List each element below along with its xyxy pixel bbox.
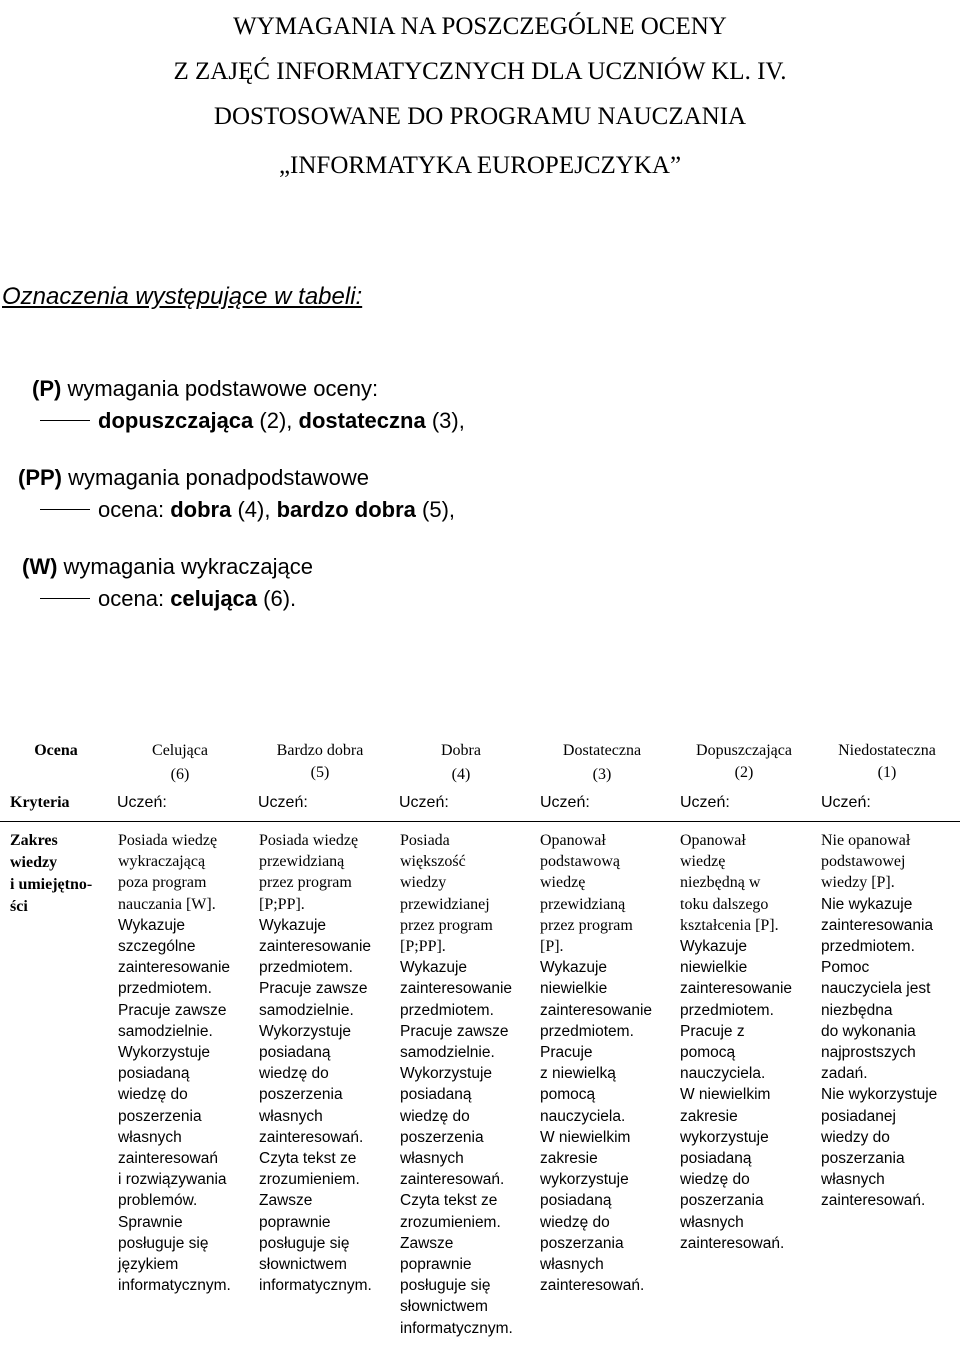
cell-line: zrozumieniem.: [400, 1213, 501, 1231]
cell-line: najprostszych: [821, 1044, 916, 1062]
cell-line: poprawnie: [400, 1256, 472, 1274]
grade-num: (4): [451, 766, 471, 783]
cell-line: poprawnie: [259, 1213, 331, 1231]
cell-line: zainteresowanie: [680, 980, 793, 998]
cell-line: poszerzenia: [259, 1086, 343, 1104]
cell-line: zainteresowanie: [118, 959, 231, 977]
cell-line: własnych: [680, 1213, 744, 1231]
legend-w-grade-a: celująca: [170, 586, 258, 611]
cell-line: informatycznym.: [400, 1319, 513, 1337]
cell-line: Wykorzystuje: [259, 1022, 352, 1040]
cell-line: Nie wykazuje: [821, 895, 913, 913]
cell-line: Sprawnie: [118, 1213, 183, 1231]
cell-line: W niewielkim: [540, 1128, 631, 1146]
ocena-header: Ocena: [34, 742, 78, 759]
title-line-3: DOSTOSOWANE DO PROGRAMU NAUCZANIA: [213, 103, 747, 130]
cell-line: Nie wykorzystuje: [821, 1086, 938, 1104]
cell-line: zainteresowania: [821, 916, 934, 934]
grade-header-4: [391, 740, 531, 786]
column-grade-3: [540, 830, 674, 1296]
table-divider: [0, 821, 960, 822]
cell-line: Wykorzystuje: [400, 1065, 493, 1083]
cell-line: nauczania [W].: [118, 895, 216, 913]
cell-line: zakresie: [540, 1150, 598, 1168]
grade-num: (1): [877, 764, 897, 781]
cell-line: podstawowej: [821, 853, 906, 871]
cell-line: poszerzania: [821, 1150, 905, 1168]
cell-line: Wykazuje: [259, 916, 327, 934]
grade-num: (5): [310, 764, 330, 781]
cell-line: posługuje się: [118, 1234, 209, 1252]
cell-line: poszerzenia: [400, 1128, 484, 1146]
cell-line: przewidzianą: [540, 895, 626, 913]
cell-line: nauczyciela.: [540, 1107, 626, 1125]
column-grade-6: [118, 830, 252, 1296]
cell-line: zrozumieniem.: [259, 1171, 360, 1189]
cell-line: poszerzenia: [118, 1107, 202, 1125]
cell-line: nauczyciela jest: [821, 980, 931, 998]
cell-line: wiedzę do: [400, 1107, 470, 1125]
uczen-label: Uczeń:: [399, 794, 449, 811]
cell-line: Posiada: [400, 832, 450, 849]
cell-line: Zawsze: [259, 1192, 313, 1210]
zakres-line: wiedzy: [10, 854, 58, 871]
cell-line: zainteresowań.: [680, 1234, 785, 1252]
cell-line: własnych: [400, 1150, 464, 1168]
zakres-line: Zakres: [10, 832, 58, 849]
cell-line: wiedzę do: [540, 1213, 610, 1231]
uczen-label: Uczeń:: [821, 794, 871, 811]
zakres-label: [10, 830, 100, 918]
uczen-label: Uczeń:: [540, 794, 590, 811]
cell-line: do wykonania: [821, 1022, 916, 1040]
cell-line: niezbędna: [821, 1001, 893, 1019]
cell-line: wykraczającą: [118, 853, 206, 871]
column-grade-1: [821, 830, 955, 1212]
cell-line: wiedzy do: [821, 1128, 890, 1146]
cell-line: przedmiotem.: [540, 1022, 634, 1040]
cell-line: samodzielnie.: [259, 1001, 354, 1019]
legend-w-code: (W): [22, 554, 58, 579]
legend-pp-grade-b: bardzo dobra: [276, 497, 416, 522]
cell-line: poszerzania: [680, 1192, 764, 1210]
cell-line: nauczyciela.: [680, 1065, 766, 1083]
legend-w-prefix: ocena:: [98, 586, 165, 611]
cell-line: zakresie: [680, 1107, 738, 1125]
cell-line: Pracuje z: [680, 1022, 745, 1040]
legend-w: [22, 551, 313, 615]
cell-line: własnych: [821, 1171, 885, 1189]
cell-line: przedmiotem.: [259, 959, 353, 977]
grade-num: (3): [592, 766, 612, 783]
uczen-label: Uczeń:: [680, 794, 730, 811]
cell-line: z niewielką: [540, 1065, 616, 1083]
legend-p: [32, 373, 465, 437]
cell-line: Pracuje zawsze: [400, 1022, 509, 1040]
cell-line: podstawową: [540, 853, 620, 871]
cell-line: Nie opanował: [821, 832, 911, 849]
kryteria-label: Kryteria: [10, 794, 70, 811]
cell-line: przedmiotem.: [680, 1001, 774, 1019]
cell-line: samodzielnie.: [118, 1022, 213, 1040]
cell-line: samodzielnie.: [400, 1044, 495, 1062]
cell-line: własnych: [540, 1256, 604, 1274]
cell-line: Pomoc: [821, 959, 870, 977]
cell-line: kształcenia [P].: [680, 916, 779, 934]
legend-p-desc: wymagania podstawowe oceny:: [67, 376, 379, 401]
cell-line: przedmiotem.: [821, 938, 915, 956]
cell-line: posiadaną: [118, 1065, 190, 1083]
column-grade-5: [259, 830, 393, 1296]
cell-line: posiadaną: [540, 1192, 612, 1210]
grade-num: (6): [170, 766, 190, 783]
cell-line: własnych: [259, 1107, 323, 1125]
legend-w-grade-a-num: (6).: [263, 586, 297, 611]
cell-line: zainteresowań.: [259, 1128, 364, 1146]
cell-line: zainteresowanie: [540, 1001, 653, 1019]
column-grade-4: [400, 830, 534, 1339]
grade-name: Dopuszczająca: [696, 742, 792, 759]
legend-pp-code: (PP): [18, 465, 62, 490]
cell-line: i rozwiązywania: [118, 1171, 227, 1189]
cell-line: posługuje się: [400, 1277, 491, 1295]
document-title: [0, 4, 960, 188]
cell-line: językiem: [118, 1256, 179, 1274]
cell-line: [P].: [540, 938, 564, 956]
legend-pp: [18, 462, 455, 526]
cell-line: Opanował: [540, 832, 606, 849]
title-line-4: „INFORMATYKA EUROPEJCZYKA”: [278, 152, 682, 179]
cell-line: posiadaną: [680, 1150, 752, 1168]
cell-line: przez program: [400, 916, 493, 934]
legend-pp-prefix: ocena:: [98, 497, 165, 522]
cell-line: posługuje się: [259, 1234, 350, 1252]
legend-p-grade-a: dopuszczająca: [98, 408, 254, 433]
cell-line: wiedzę do: [680, 1171, 750, 1189]
cell-line: zainteresowań: [118, 1150, 218, 1168]
cell-line: posiadaną: [259, 1044, 331, 1062]
cell-line: Czyta tekst ze: [259, 1150, 357, 1168]
zakres-line: ści: [10, 898, 28, 915]
cell-line: przewidzianą: [259, 853, 345, 871]
cell-line: wiedzę: [680, 853, 726, 871]
cell-line: zadań.: [821, 1065, 868, 1083]
cell-line: Wykazuje: [680, 938, 748, 956]
grade-header-1: [817, 740, 957, 784]
cell-line: poza program: [118, 874, 207, 892]
grade-num: (2): [734, 764, 754, 781]
uczen-label: Uczeń:: [258, 794, 308, 811]
legend-p-grade-a-num: (2),: [259, 408, 293, 433]
cell-line: Posiada wiedzę: [259, 832, 359, 849]
cell-line: toku dalszego: [680, 895, 769, 913]
cell-line: Zawsze: [400, 1234, 454, 1252]
cell-line: wiedzy [P].: [821, 874, 895, 892]
dash-line: [40, 420, 90, 421]
cell-line: zainteresowań.: [821, 1192, 926, 1210]
cell-line: Wykazuje: [118, 916, 186, 934]
cell-line: przedmiotem.: [118, 980, 212, 998]
grade-name: Celująca: [152, 742, 208, 759]
zakres-line: i umiejętno-: [10, 876, 93, 893]
cell-line: problemów.: [118, 1192, 198, 1210]
cell-line: Pracuje zawsze: [259, 980, 368, 998]
legend-pp-grade-a-num: (4),: [237, 497, 271, 522]
cell-line: Wykazuje: [400, 959, 468, 977]
cell-line: zainteresowań.: [400, 1171, 505, 1189]
cell-line: przez program: [259, 874, 352, 892]
grade-header-2: [674, 740, 814, 784]
grade-name: Niedostateczna: [838, 742, 936, 759]
cell-line: wykorzystuje: [680, 1128, 769, 1146]
cell-line: wykorzystuje: [540, 1171, 629, 1189]
cell-line: zainteresowanie: [400, 980, 513, 998]
cell-line: W niewielkim: [680, 1086, 771, 1104]
cell-line: przez program: [540, 916, 633, 934]
cell-line: większość: [400, 853, 466, 871]
grade-header-6: [110, 740, 250, 786]
legend-pp-grade-a: dobra: [170, 497, 232, 522]
cell-line: wiedzę do: [118, 1086, 188, 1104]
cell-line: Pracuje zawsze: [118, 1001, 227, 1019]
dash-line: [40, 509, 90, 510]
cell-line: Posiada wiedzę: [118, 832, 218, 849]
grade-header-5: [250, 740, 390, 784]
cell-line: wiedzy: [400, 874, 447, 892]
legend-p-code: (P): [32, 376, 62, 401]
dash-line: [40, 598, 90, 599]
legend-pp-desc: wymagania ponadpodstawowe: [68, 465, 369, 490]
grade-name: Bardzo dobra: [276, 742, 364, 759]
legend-pp-grade-b-num: (5),: [422, 497, 456, 522]
legend-p-grade-b: dostateczna: [298, 408, 426, 433]
cell-line: Wykorzystuje: [118, 1044, 211, 1062]
legend-p-grade-b-num: (3),: [431, 408, 465, 433]
cell-line: niewielkie: [680, 959, 748, 977]
cell-line: słownictwem: [400, 1298, 488, 1316]
cell-line: przedmiotem.: [400, 1001, 494, 1019]
grades-table: [0, 740, 960, 824]
cell-line: informatycznym.: [118, 1277, 231, 1295]
legend-heading: Oznaczenia występujące w tabeli:: [2, 283, 363, 310]
uczen-label: Uczeń:: [117, 794, 167, 811]
cell-line: pomocą: [540, 1086, 596, 1104]
cell-line: posiadanej: [821, 1107, 896, 1125]
title-line-2: Z ZAJĘĆ INFORMATYCZNYCH DLA UCZNIÓW KL. IV.: [173, 58, 787, 85]
cell-line: [P;PP].: [259, 895, 305, 913]
cell-line: zainteresowanie: [259, 938, 372, 956]
cell-line: pomocą: [680, 1044, 736, 1062]
cell-line: Wykazuje: [540, 959, 608, 977]
column-grade-2: [680, 830, 814, 1254]
cell-line: wiedzę do: [259, 1065, 329, 1083]
cell-line: słownictwem: [259, 1256, 347, 1274]
cell-line: [P;PP].: [400, 938, 446, 956]
grade-name: Dobra: [441, 742, 481, 759]
cell-line: wiedzę: [540, 874, 586, 892]
cell-line: Pracuje: [540, 1044, 593, 1062]
cell-line: Opanował: [680, 832, 746, 849]
cell-line: poszerzania: [540, 1234, 624, 1252]
cell-line: niezbędną w: [680, 874, 761, 892]
grade-header-3: [532, 740, 672, 786]
cell-line: Czyta tekst ze: [400, 1192, 498, 1210]
cell-line: własnych: [118, 1128, 182, 1146]
cell-line: niewielkie: [540, 980, 608, 998]
grade-name: Dostateczna: [562, 742, 642, 759]
cell-line: informatycznym.: [259, 1277, 372, 1295]
title-line-1: WYMAGANIA NA POSZCZEGÓLNE OCENY: [233, 13, 727, 40]
legend-w-desc: wymagania wykraczające: [63, 554, 313, 579]
cell-line: posiadaną: [400, 1086, 472, 1104]
cell-line: zainteresowań.: [540, 1277, 645, 1295]
cell-line: szczególne: [118, 938, 196, 956]
table-header-row: [0, 740, 960, 788]
kryteria-row: [0, 794, 960, 824]
cell-line: przewidzianej: [400, 895, 490, 913]
